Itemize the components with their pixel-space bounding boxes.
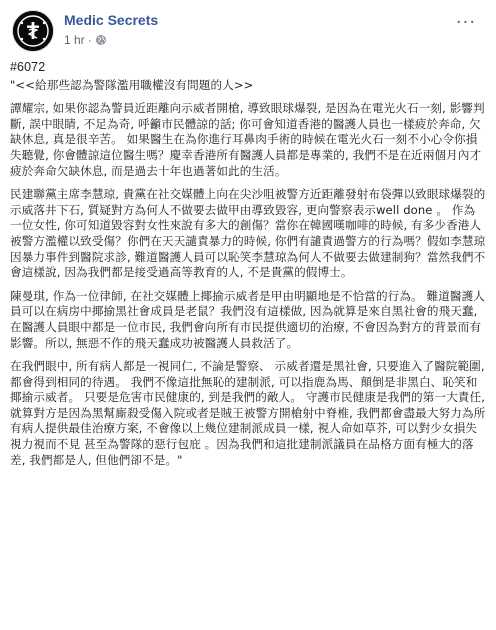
post-paragraph: 在我們眼中, 所有病人都是一視同仁, 不論是警察、 示威者還是黑社會, 只要進入了醫院範圍, 都會得到相同的待遇。 我們不像這批無恥的建制派, 可以指鹿為馬、顛倒是非黑白、恥笑和 揶揄示威者。 只要是危害市民健康的, 到是我們的敵人。 守護市民健康是我們的第一大責任, 就算對方是因為黑幫廝殺受傷入院或者是賊王被警方開槍射中脊椎, 我們都會盡最大努力為所有病人提供最佳治療方案, 不會像以上幾位建制派成員一樣, 視人命如草芥, 可以對少女損失視力視而不見 甚至為警隊的惡行包庇 。因為我們和這批建制派議員在品格方面有極大的落差, 我們都是人, 但他們卻不是。" [10,359,486,467]
more-horizontal-icon: ··· [455,11,477,33]
meta-separator: · [87,33,92,47]
page-name-link[interactable]: Medic Secrets [64,12,159,28]
post-paragraph: 陳曼琪, 作為一位律師, 在社交媒體上揶揄示威者是甲由明顯地是不恰當的行為。 難道醫護人員可以在病房中揶揄黑社會成員是老鼠？我們沒有這樣做, 因為就算是來自黑社會的飛天蠢, 在醫護人員眼中都是一位市民, 我們會向所有市民提供適切的治療, 不會因為對方的背景而有影響。所以, 無惡不作的飛天蠢成功被醫護人員救活了。 [10,288,485,350]
post-timestamp[interactable]: 1 hr [64,33,85,47]
post-paragraph: 譚耀宗, 如果你認為警員近距離向示威者開槍, 導致眼球爆裂, 是因為在電光火石一刻, 影響判斷, 誤中眼睛, 不足為奇, 呼籲市民體諒的話; 你可會知道香港的醫護人員也一樣疲於奔命, 欠缺休息, 真是很辛苦。 如果醫生在為你進行耳鼻肉手術的時候在電光火石一刻不小心令你損失聽覺, 你會體諒這位醫生嗎？慶幸香港所有醫護人員都是專業的, 我們不是在近兩個月內才疲於奔命欠缺休息, 而是過去十年也過著如此的生活。 [10,101,485,178]
post-meta [64,33,107,47]
avatar[interactable] [12,10,54,52]
medic-secrets-logo [13,11,53,51]
globe-icon[interactable] [95,34,107,46]
post-body [8,54,488,468]
post-hashtag: #6072 [10,60,46,74]
post-subtitle: "<<給那些認為警隊濫用職權沒有問題的人>> [10,77,254,92]
post-paragraph: 民建聯黨主席李慧琼, 貴黨在社交媒體上向在尖沙咀被警方近距離發射布袋彈以致眼球爆裂的示威落井下石, 質疑對方為何人不做要去做甲由導致毀容, 更向警察表示well done 。 作為一位女性, 你可知道毀容對女性來說有多大的創傷？當你在韓國嘆咖啡的時候, 有多少香港人 被警方濫權以致受傷？你們在天天譴責暴力的時候, 你們有譴責過警方的行為嗎？假如李慧琼因暴力事件到醫院求診, 難道醫護人員可以恥笑李慧琼為何人不做要去做建制狗？當然我們不會這樣說, 因為我們都是接受過高等教育的人, 不是貴黨的假博士。 [10,187,486,280]
post-header [8,0,488,54]
more-options-button[interactable] [454,10,478,34]
